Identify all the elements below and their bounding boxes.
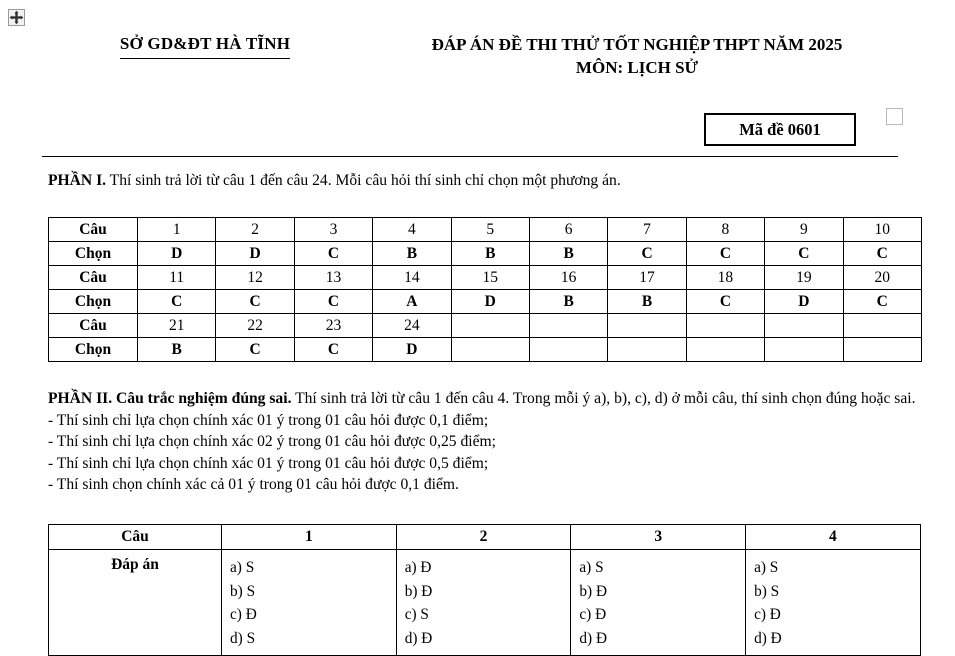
- answer-choice: C: [138, 290, 216, 314]
- question-number: 9: [765, 218, 843, 242]
- row-header-question: Câu: [49, 314, 138, 338]
- row-header-question: Câu: [49, 218, 138, 242]
- row-header-answer: Chọn: [49, 242, 138, 266]
- answer-choice-empty: [529, 338, 607, 362]
- row-header-answer: Chọn: [49, 290, 138, 314]
- question-number: 12: [216, 266, 294, 290]
- answer-choice-empty: [843, 338, 921, 362]
- answer-choice: C: [294, 290, 372, 314]
- table-row: [49, 550, 921, 656]
- part-2-answer-table: [48, 524, 921, 656]
- part-2-block: [48, 388, 932, 496]
- part-1-answer-table: [48, 217, 922, 362]
- scoring-rule: - Thí sinh chỉ lựa chọn chính xác 01 ý trong 01 câu hỏi được 0,1 điểm;: [48, 411, 489, 429]
- table-row: [49, 338, 922, 362]
- answer-item: d) S: [230, 630, 256, 648]
- exam-title-line-1: ĐÁP ÁN ĐỀ THI THỬ TỐT NGHIỆP THPT NĂM 2025: [431, 35, 843, 54]
- question-number: 3: [294, 218, 372, 242]
- part-2-label: PHẦN II. Câu trắc nghiệm đúng sai.: [48, 390, 292, 407]
- question-number: 2: [396, 525, 571, 550]
- exam-title-line-2: MÔN: LỊCH SỬ: [575, 57, 699, 77]
- question-number-empty: [843, 314, 921, 338]
- question-number: 21: [138, 314, 216, 338]
- question-number: 1: [222, 525, 397, 550]
- table-row: [49, 242, 922, 266]
- answer-item: a) S: [579, 559, 604, 576]
- table-row: [49, 525, 921, 550]
- organization-block: [60, 34, 350, 59]
- exam-title-block: [352, 34, 922, 80]
- table-row: [49, 314, 922, 338]
- answer-choice: C: [686, 290, 764, 314]
- answer-item: d) Đ: [404, 630, 433, 648]
- answer-choice: B: [373, 242, 451, 266]
- answer-item: c) Đ: [230, 606, 257, 624]
- table-move-handle-icon[interactable]: [8, 9, 25, 26]
- table-row: [49, 290, 922, 314]
- answer-choice: B: [608, 290, 686, 314]
- question-number: 6: [529, 218, 607, 242]
- answer-choice-empty: [686, 338, 764, 362]
- answer-choice: C: [608, 242, 686, 266]
- question-number: 4: [373, 218, 451, 242]
- part-1-label: PHẦN I.: [48, 172, 107, 189]
- part-1-intro: [48, 171, 928, 191]
- answer-choice: D: [373, 338, 451, 362]
- answer-cell: [222, 550, 397, 656]
- answer-cell: [571, 550, 746, 656]
- scoring-rule: - Thí sinh chỉ lựa chọn chính xác 02 ý trong 01 câu hỏi được 0,25 điểm;: [48, 433, 496, 451]
- question-number: 23: [294, 314, 372, 338]
- answer-choice: C: [216, 338, 294, 362]
- answer-choice-empty: [765, 338, 843, 362]
- answer-item: b) Đ: [579, 582, 607, 600]
- question-number: 24: [373, 314, 451, 338]
- answer-choice: A: [373, 290, 451, 314]
- question-number: 3: [571, 525, 746, 550]
- question-number: 22: [216, 314, 294, 338]
- question-number: 13: [294, 266, 372, 290]
- row-header-question: Câu: [49, 266, 138, 290]
- part-2-intro: [48, 388, 932, 410]
- question-number-empty: [765, 314, 843, 338]
- answer-choice: D: [451, 290, 529, 314]
- answer-choice: C: [843, 242, 921, 266]
- question-number: 16: [529, 266, 607, 290]
- empty-checkbox-marker[interactable]: [886, 108, 903, 125]
- answer-item: c) Đ: [754, 606, 781, 624]
- question-number: 10: [843, 218, 921, 242]
- question-number: 5: [451, 218, 529, 242]
- table-row: [49, 266, 922, 290]
- answer-item: c) Đ: [579, 606, 607, 624]
- question-number: 20: [843, 266, 921, 290]
- answer-choice: B: [529, 242, 607, 266]
- answer-choice: C: [843, 290, 921, 314]
- answer-item: a) S: [754, 559, 779, 576]
- scoring-rule: - Thí sinh chỉ lựa chọn chính xác 01 ý trong 01 câu hỏi được 0,5 điểm;: [48, 454, 489, 472]
- question-number: 8: [686, 218, 764, 242]
- answer-choice-empty: [608, 338, 686, 362]
- question-number: 17: [608, 266, 686, 290]
- answer-choice: B: [529, 290, 607, 314]
- question-number: 11: [138, 266, 216, 290]
- answer-choice: B: [138, 338, 216, 362]
- answer-choice: C: [294, 242, 372, 266]
- question-number: 1: [138, 218, 216, 242]
- question-number-empty: [451, 314, 529, 338]
- exam-code-box: [704, 113, 856, 146]
- question-number: 2: [216, 218, 294, 242]
- question-number-empty: [608, 314, 686, 338]
- table-row: [49, 218, 922, 242]
- row-header-question: Câu: [49, 525, 222, 550]
- answer-item: d) Đ: [579, 630, 607, 648]
- organization-name: SỞ GD&ĐT HÀ TĨNH: [120, 34, 290, 59]
- answer-choice: D: [216, 242, 294, 266]
- answer-cell: [396, 550, 571, 656]
- question-number-empty: [529, 314, 607, 338]
- row-header-answer: Chọn: [49, 338, 138, 362]
- question-number: 18: [686, 266, 764, 290]
- row-header-answer: Đáp án: [49, 550, 222, 656]
- question-number: 19: [765, 266, 843, 290]
- part-2-intro-text: Thí sinh trả lời từ câu 1 đến câu 4. Trong mỗi ý a), b), c), d) ở mỗi câu, thí sinh chọn đúng hoặc sai.: [291, 390, 916, 407]
- answer-item: c) S: [404, 606, 429, 624]
- answer-choice: B: [451, 242, 529, 266]
- answer-item: b) S: [230, 582, 256, 600]
- question-number: 14: [373, 266, 451, 290]
- answer-choice: C: [216, 290, 294, 314]
- answer-choice-empty: [451, 338, 529, 362]
- exam-code-label: Mã đề 0601: [739, 119, 821, 139]
- answer-cell: [746, 550, 921, 656]
- question-number: 4: [746, 525, 921, 550]
- answer-choice: C: [294, 338, 372, 362]
- answer-item: a) Đ: [404, 559, 432, 576]
- answer-choice: D: [138, 242, 216, 266]
- document-header: [0, 30, 955, 100]
- answer-choice: C: [686, 242, 764, 266]
- scoring-rule: - Thí sinh chọn chính xác cả 01 ý trong 01 câu hỏi được 0,1 điểm.: [48, 476, 459, 494]
- part-1-intro-text: Thí sinh trả lời từ câu 1 đến câu 24. Mỗi câu hỏi thí sinh chỉ chọn một phương án.: [106, 172, 621, 189]
- answer-item: a) S: [230, 559, 255, 576]
- answer-item: b) Đ: [404, 582, 433, 600]
- header-divider: [42, 156, 898, 157]
- question-number: 7: [608, 218, 686, 242]
- question-number-empty: [686, 314, 764, 338]
- answer-choice: D: [765, 290, 843, 314]
- answer-item: b) S: [754, 582, 780, 600]
- answer-choice: C: [765, 242, 843, 266]
- answer-item: d) Đ: [754, 630, 782, 648]
- question-number: 15: [451, 266, 529, 290]
